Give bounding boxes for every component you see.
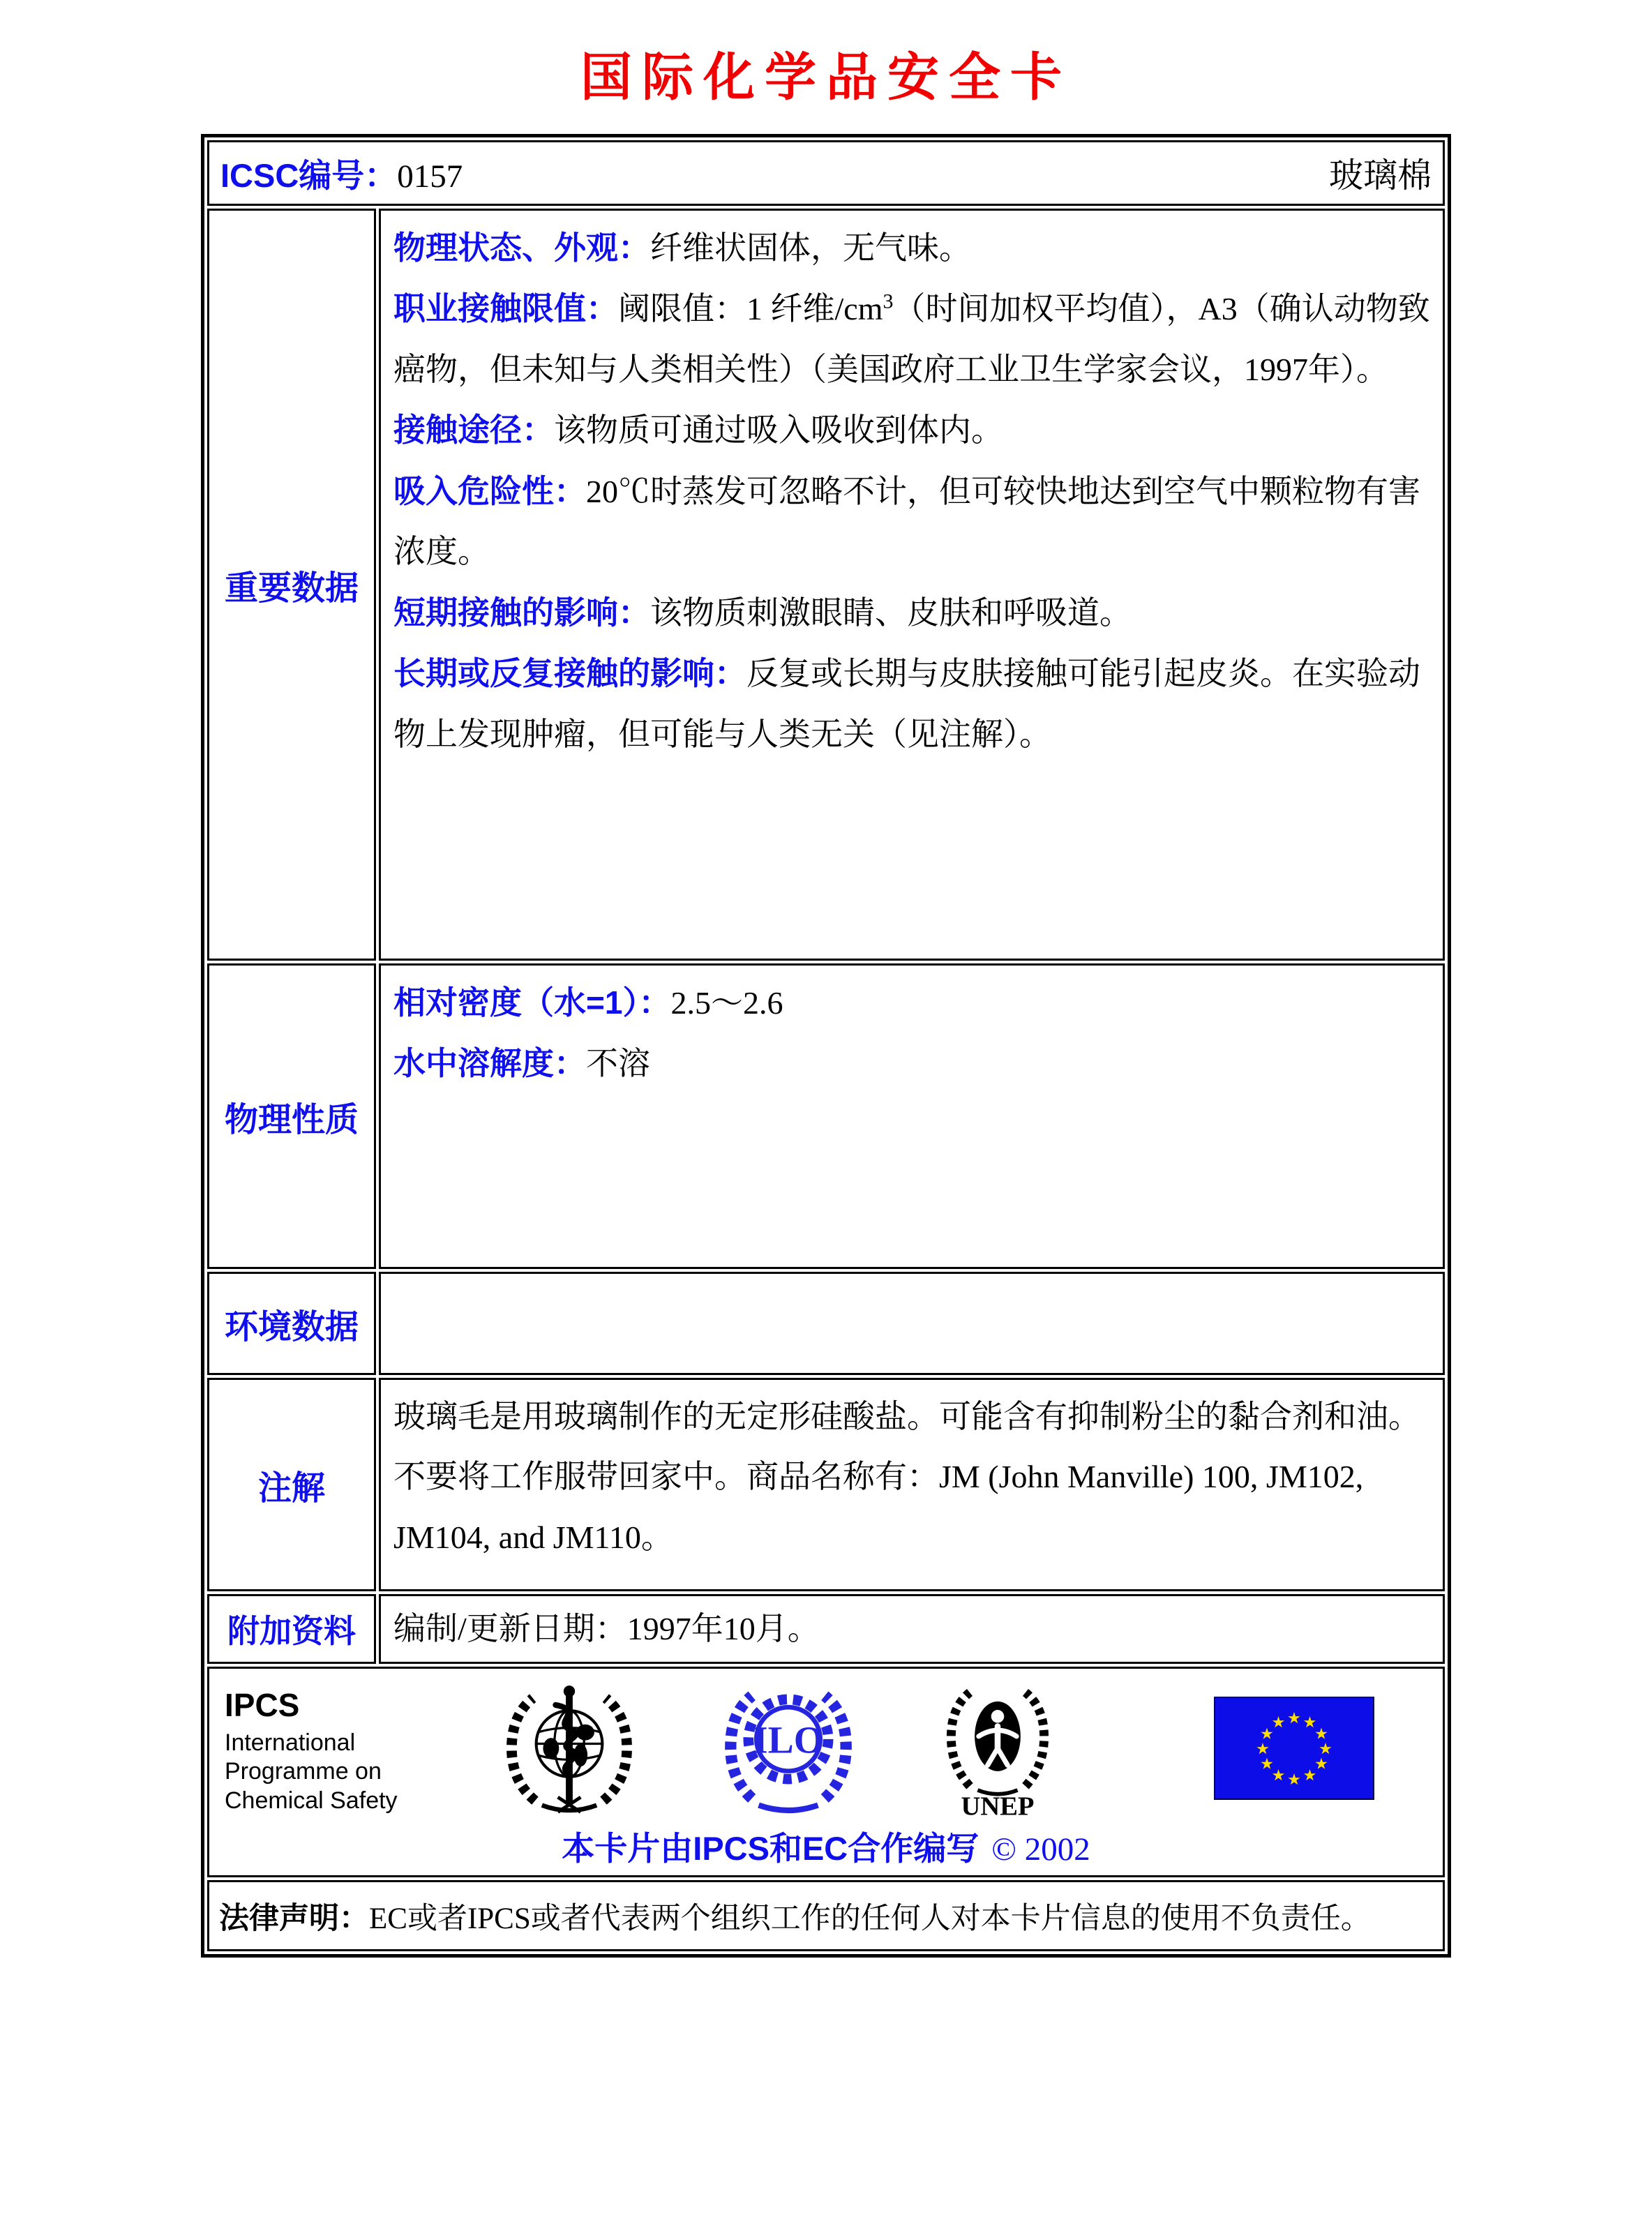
- eu-flag-icon: [1214, 1697, 1374, 1803]
- notes-row: [207, 1378, 1445, 1591]
- page: [201, 0, 1451, 1958]
- section-label-notes: 注解: [207, 1378, 376, 1591]
- field-label: 短期接触的影响：: [393, 594, 650, 631]
- copyright-text: © 2002: [991, 1831, 1090, 1868]
- section-label-important-data: 重要数据: [207, 209, 376, 961]
- credit-text: 本卡片由IPCS和EC合作编写: [562, 1830, 979, 1868]
- environmental-data-row: [207, 1272, 1445, 1375]
- field-label: 长期或反复接触的影响：: [393, 655, 746, 692]
- additional-info-row: [207, 1594, 1445, 1664]
- svg-text:ILO: ILO: [753, 1720, 824, 1763]
- field-label: 吸入危险性：: [393, 472, 586, 509]
- field-inhalation-risk: [393, 461, 1430, 583]
- field-value: 2.5～2.6: [670, 985, 783, 1021]
- field-label: 相对密度（水=1）：: [393, 984, 671, 1021]
- important-data-content: [379, 209, 1445, 961]
- field-label: 编制/更新日期：: [393, 1611, 627, 1646]
- field-value: 反复或长期与皮肤接触可能引起皮炎。在实验动物上发现肿瘤，但可能与人类无关（见注解）。: [393, 656, 1420, 752]
- legal-cell: [207, 1880, 1445, 1951]
- field-value: 纤维状固体，无气味。: [650, 230, 971, 266]
- ilo-logo-icon: [720, 1680, 857, 1820]
- legal-text: EC或者IPCS或者代表两个组织工作的任何人对本卡片信息的使用不负责任。: [369, 1902, 1371, 1935]
- environmental-data-content: [379, 1272, 1445, 1375]
- safety-card-table: [201, 134, 1451, 1958]
- field-update-date: [393, 1599, 1430, 1659]
- field-physical-state: [393, 218, 1430, 278]
- icsc-number-group: [220, 150, 463, 197]
- section-label-environmental-data: 环境数据: [207, 1272, 376, 1375]
- section-label-physical-properties: 物理性质: [207, 963, 376, 1269]
- notes-content: [379, 1378, 1445, 1591]
- ipcs-line-3: Chemical Safety: [225, 1787, 398, 1814]
- logos-cell: [207, 1667, 1445, 1877]
- ipcs-acronym: IPCS: [225, 1686, 300, 1723]
- field-value: 20℃时蒸发可忽略不计，但可较快地达到空气中颗粒物有害浓度。: [393, 473, 1420, 570]
- field-value: 不溶: [586, 1046, 650, 1082]
- ipcs-line-2: Programme on: [225, 1758, 382, 1785]
- field-value: 该物质刺激眼睛、皮肤和呼吸道。: [650, 594, 1132, 631]
- field-value: 1997年10月。: [626, 1611, 820, 1646]
- field-short-term-effects: [393, 583, 1430, 643]
- physical-properties-content: [379, 963, 1445, 1269]
- ipcs-line-1: International: [225, 1729, 356, 1756]
- logos-row: [207, 1667, 1445, 1877]
- substance-name: 玻璃棉: [1328, 156, 1432, 195]
- field-occupational-exposure-limits: [393, 278, 1430, 400]
- field-water-solubility: [393, 1033, 1430, 1094]
- field-value-post: （时间加权平均值），A3（确认动物致癌物，但未知与人类相关性）（美国政府工业卫生学家会议，1997年）。: [393, 291, 1430, 387]
- field-label: 水中溶解度：: [393, 1045, 586, 1082]
- field-routes-of-exposure: [393, 400, 1430, 460]
- additional-info-content: [379, 1594, 1445, 1664]
- icsc-number-label: ICSC编号：: [220, 156, 398, 194]
- notes-text: 玻璃毛是用玻璃制作的无定形硅酸盐。可能含有抑制粉尘的黏合剂和油。不要将工作服带回家中。商品名称有：JM (John Manville) 100, JM102, JM104, and JM110。: [393, 1399, 1420, 1555]
- legal-row: [207, 1880, 1445, 1951]
- ipcs-text-block: [225, 1685, 434, 1816]
- field-label: 接触途径：: [393, 412, 554, 449]
- credit-line: [225, 1823, 1427, 1870]
- logos-line: [225, 1678, 1427, 1822]
- field-relative-density: [393, 972, 1430, 1033]
- physical-properties-row: [207, 963, 1445, 1269]
- unep-caption: UNEP: [961, 1792, 1035, 1819]
- field-label: 职业接触限值：: [393, 290, 618, 327]
- legal-label: 法律声明：: [219, 1901, 369, 1935]
- page-title: 国际化学品安全卡: [580, 50, 1072, 107]
- section-label-additional-info: 附加资料: [207, 1594, 376, 1664]
- field-long-term-effects: [393, 643, 1430, 765]
- important-data-row: [207, 209, 1445, 961]
- header-cell: [207, 140, 1445, 206]
- field-value-pre: 阈限值：1 纤维/cm: [618, 291, 883, 327]
- header-row: [207, 140, 1445, 206]
- field-value: 该物质可通过吸入吸收到体内。: [554, 412, 1003, 449]
- icsc-number-value: 0157: [397, 158, 463, 195]
- field-label: 物理状态、外观：: [393, 230, 650, 266]
- superscript-3: 3: [883, 290, 894, 314]
- who-logo-icon: [501, 1680, 638, 1820]
- unep-logo-icon: [938, 1678, 1058, 1822]
